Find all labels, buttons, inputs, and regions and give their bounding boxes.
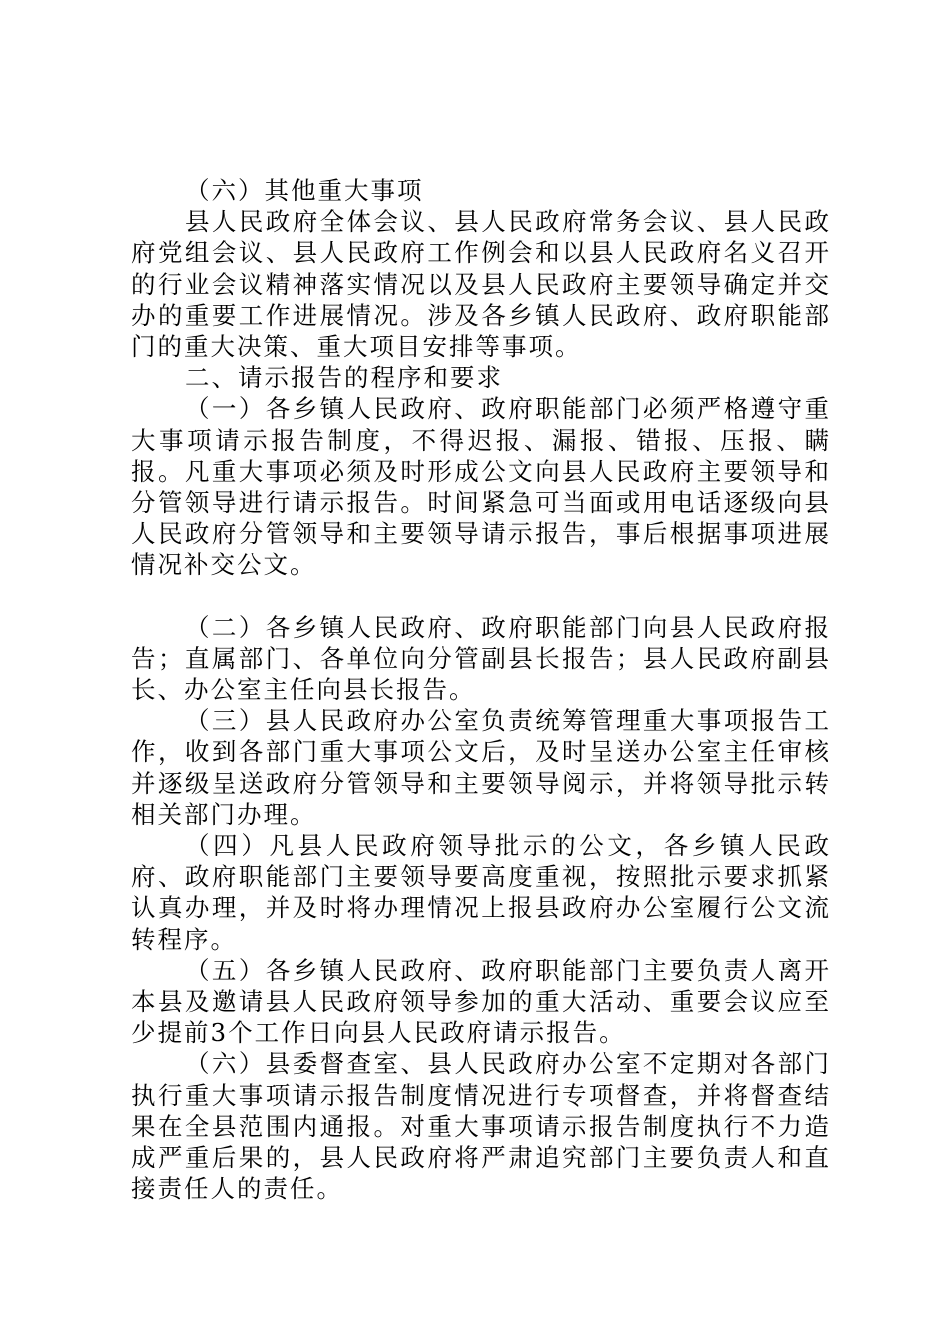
paragraph-procedure-6: （六）县委督查室、县人民政府办公室不定期对各部门执行重大事项请示报告制度情况进行专项督查，并将督查结果在全县范围内通报。对重大事项请示报告制度执行不力造成严重后果的，县人民政府将严肃追究部门主要负责人和直接责任人的责任。 xyxy=(131,1049,831,1204)
paragraph-procedure-4: （四）凡县人民政府领导批示的公文，各乡镇人民政府、政府职能部门主要领导要高度重视，按照批示要求抓紧认真办理，并及时将办理情况上报县政府办公室履行公文流转程序。 xyxy=(131,831,831,954)
paragraph-other-major-matters-detail: 县人民政府全体会议、县人民政府常务会议、县人民政府党组会议、县人民政府工作例会和以县人民政府名义召开的行业会议精神落实情况以及县人民政府主要领导确定并交办的重要工作进展情况。涉及各乡镇人民政府、政府职能部门的重大决策、重大项目安排等事项。 xyxy=(131,207,831,362)
section-heading-other-major-matters: （六）其他重大事项 xyxy=(185,176,424,205)
section-heading-procedures: 二、请示报告的程序和要求 xyxy=(185,363,503,393)
paragraph-procedure-2: （二）各乡镇人民政府、政府职能部门向县人民政府报告；直属部门、各单位向分管副县长报告；县人民政府副县长、办公室主任向县长报告。 xyxy=(131,612,831,705)
document-body xyxy=(131,175,831,1205)
paragraph-procedure-5: （五）各乡镇人民政府、政府职能部门主要负责人离开本县及邀请县人民政府领导参加的重大活动、重要会议应至少提前3个工作日向县人民政府请示报告。 xyxy=(131,955,831,1048)
paragraph-procedure-1: （一）各乡镇人民政府、政府职能部门必须严格遵守重大事项请示报告制度，不得迟报、漏报、错报、压报、瞒报。凡重大事项必须及时形成公文向县人民政府主要领导和分管领导进行请示报告。时间紧急可当面或用电话逐级向县人民政府分管领导和主要领导请示报告，事后根据事项进展情况补交公文。 xyxy=(131,394,831,580)
paragraph-spacer xyxy=(131,581,831,612)
paragraph-procedure-3: （三）县人民政府办公室负责统筹管理重大事项报告工作，收到各部门重大事项公文后，及时呈送办公室主任审核并逐级呈送政府分管领导和主要领导阅示，并将领导批示转相关部门办理。 xyxy=(131,706,831,829)
